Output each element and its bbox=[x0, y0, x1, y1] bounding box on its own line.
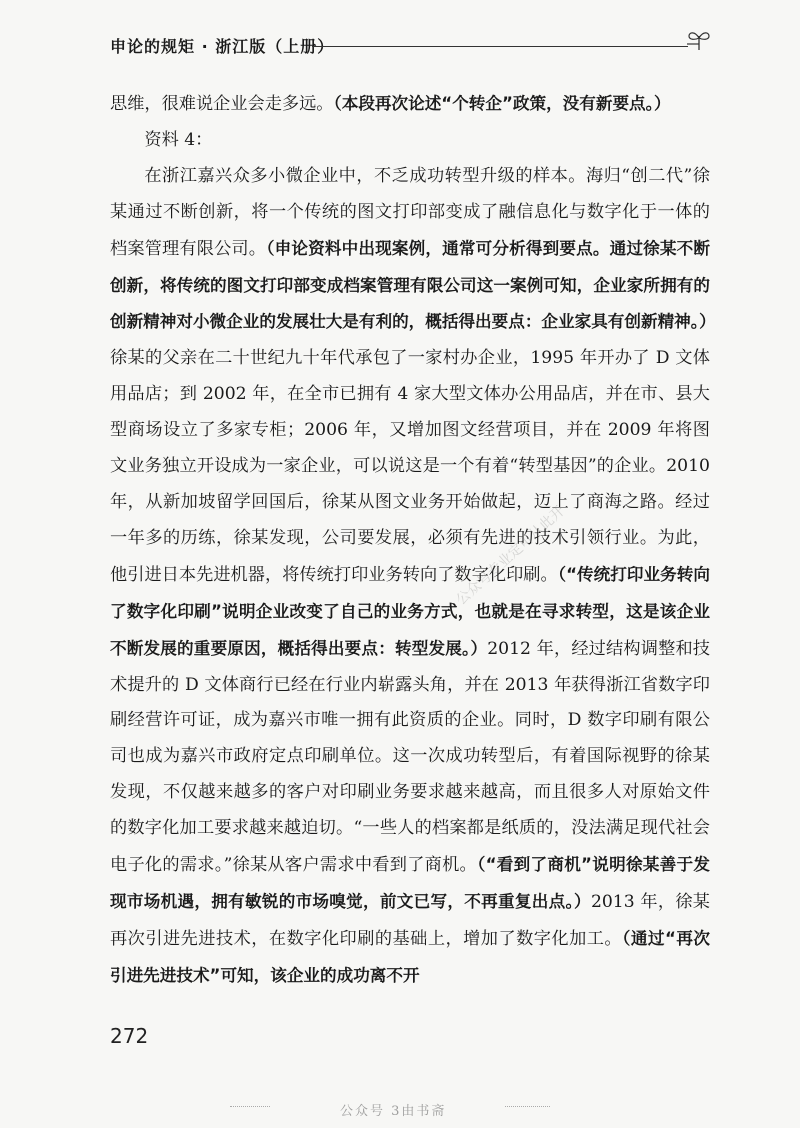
material-heading bbox=[110, 123, 710, 159]
header-rule bbox=[312, 46, 688, 47]
page-number: 272 bbox=[110, 1024, 149, 1048]
scan-smudge bbox=[505, 1106, 550, 1108]
paragraph-material-4 bbox=[110, 159, 716, 995]
annotation-note: （“传统打印业务转向了数字化印刷”说明企业改变了自己的业务方式，也就是在寻求转型，这是该企业不断发展的重要原因，概括得出要点：转型发展。） bbox=[110, 564, 710, 658]
text-run: 资料 4： bbox=[144, 129, 213, 150]
text-run: 在浙江嘉兴众多小微企业中，不乏成功转型升级的样本。海归“创二代”徐某通过不断创新，将一个传统的图文打印部变成了融信息化与数字化于一体的档案管理有限公司。 bbox=[110, 165, 710, 259]
text-run: 2013 年，徐某再次引进先进技术，在数字化印刷的基础上，增加了数字化加工。 bbox=[110, 891, 710, 949]
annotation-note: （申论资料中出现案例，通常可分析得到要点。通过徐某不断创新，将传统的图文打印部变成档案管理有限公司这一案例可知，企业家所拥有的创新精神对小微企业的发展壮大是有利的，概括得出要点：企业家具有创新精神。） bbox=[110, 238, 716, 332]
text-run: 徐某的父亲在二十世纪九十年代承包了一家村办企业，1995 年开办了 D 文体用品店；到 2002 年，在全市已拥有 4 家大型文体办公用品店，并在市、县大型商场设立了多家专柜；2006 年，又增加图文经营项目，并在 2009 年将图文业务独立开设成为一家企业，可以说这是一个有着“转型基因”的企业。2010 年，从新加坡留学回国后，徐某从图文业务开始做起，迈上了商海之路。经过一年多的历练，徐某发现，公司要发展，必须有先进的技术引领行业。为此，他引进日本先进机器，将传统打印业务转向了数字化印刷。 bbox=[110, 348, 710, 585]
running-header bbox=[110, 34, 710, 56]
annotation-note: （本段再次论述“个转企”政策，没有新要点。） bbox=[333, 94, 671, 113]
sprout-icon bbox=[685, 26, 713, 54]
main-text bbox=[110, 86, 716, 995]
scan-smudge bbox=[230, 1106, 270, 1108]
footer-stamp: 公众号 3由书斋 bbox=[340, 1104, 447, 1119]
watermark: 公众号专业定可从此开 bbox=[453, 502, 569, 609]
book-title: 申论的规矩 · 浙江版（上册） bbox=[110, 37, 335, 56]
paragraph-continuation bbox=[110, 86, 710, 123]
annotation-note: （通过“再次引进先进技术”可知，该企业的成功离不开 bbox=[110, 928, 710, 985]
text-run: 2012 年，经过结构调整和技术提升的 D 文体商行已经在行业内崭露头角，并在 2013 年获得浙江省数字印刷经营许可证，成为嘉兴市唯一拥有此资质的企业。同时，D 数字印刷有限公司也成为嘉兴市政府定点印刷单位。这一次成功转型后，有着国际视野的徐某发现，不仅越来越多的客户对印刷业务要求越来越高，而且很多人对原始文件的数字化加工要求越来越迫切。“一些人的档案都是纸质的，没法满足现代社会电子化的需求。”徐某从客户需求中看到了商机。 bbox=[110, 638, 710, 876]
annotation-note: （“看到了商机”说明徐某善于发现市场机遇，拥有敏锐的市场嗅觉，前文已写，不再重复出点。） bbox=[110, 855, 710, 911]
text-run: 思维，很难说企业会走多远。 bbox=[110, 94, 334, 114]
